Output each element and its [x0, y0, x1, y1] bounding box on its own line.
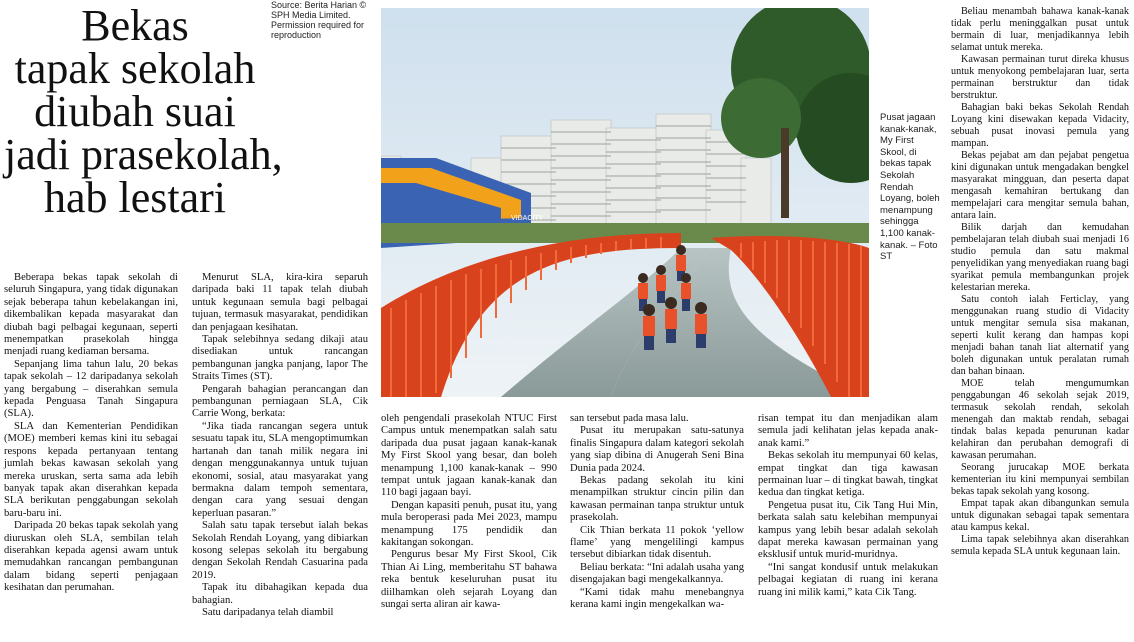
paragraph: “Ini sangat kondusif untuk melakukan pelbagai kegiatan di ruang ini kerana ruang ini milik kami,” kata Cik Tang. [758, 561, 938, 598]
paragraph: Pengurus besar My First Skool, Cik Thian Ai Ling, memberitahu ST bahawa reka bentuk keseluruhan pusat itu diilhamkan oleh sejarah Loyang dan sungai serta aliran air kawa- [381, 549, 557, 611]
paragraph: san tersebut pada masa lalu. [570, 413, 689, 424]
paragraph: Sepanjang lima tahun lalu, 20 bekas tapak sekolah – 12 daripadanya sekolah yang bergabung – diserahkan semula kepada Penguasa Tanah Singapura (SLA). [4, 358, 178, 420]
building-sign: VIDACITY [511, 215, 544, 222]
paragraph: Lima tapak selebihnya akan diserahkan semula kepada SLA untuk kegunaan lain. [951, 534, 1129, 557]
paragraph: Tapak selebihnya sedang dikaji atau disediakan untuk rancangan pembangunan jangka panjang, lapor The Straits Times (ST). [192, 334, 368, 383]
photo-illustration [381, 8, 869, 397]
paragraph: Pusat itu merupakan satu-satunya finalis Singapura dalam kategori sekolah yang siap dibina di Anugerah Seni Bina Dunia pada 2024. [570, 425, 744, 474]
paragraph: Beliau berkata: “Ini adalah usaha yang disengajakan bagi mengekalkannya. [570, 561, 744, 586]
photo-caption: Pusat jagaan kanak-kanak, My First Skool, di bekas tapak Sekolah Rendah Loyang, boleh menampung sehingga 1,100 kanak-kanak. – Foto ST [880, 112, 940, 263]
article-column-4 [570, 413, 744, 612]
headline-line: tapak sekolah [14, 44, 256, 93]
paragraph: Beberapa bekas tapak sekolah di seluruh Singapura, yang tidak digunakan sejak beberapa tahun kebelakangan ini, dikembalikan kepada masyarakat dan diubah bagi pelbagai kegunaan, seperti menempatkan prasekolah hingga menjadi ruang kediaman bersama. [4, 272, 178, 358]
paragraph: Pengarah bahagian perancangan dan pembangunan perniagaan SLA, Cik Carrie Wong, berkata: [192, 383, 368, 420]
paragraph: SLA dan Kementerian Pendidikan (MOE) memberi kemas kini itu sebagai respons kepada pertanyaan tentang jumlah bekas kawasan sekolah yang mereka uruskan, serta sama ada lebih banyak tapak akan diserahkan kepada SLA berikutan penggabungan sekolah baru-baru ini. [4, 420, 178, 519]
paragraph: Empat tapak akan dibangunkan semula untuk digunakan sebagai tapak sementara atau kampus kekal. [951, 498, 1129, 533]
paragraph: Pengetua pusat itu, Cik Tang Hui Min, berkata salah satu kelebihan mempunyai kampus yang lebih besar adalah sekolah dapat mereka kawasan permainan yang eksklusif untuk murid-muridnya. [758, 499, 938, 561]
paragraph: Daripada 20 bekas tapak sekolah yang diuruskan oleh SLA, sembilan telah diserahkan kepada agensi awam untuk memudahkan rancangan pembangunan dalam bidang seperti penjagaan kesihatan dan perumahan. [4, 520, 178, 594]
article-column-5 [758, 413, 938, 599]
paragraph: Satu contoh ialah Ferticlay, yang menggunakan ruang studio di Vidacity untuk mengitar semula sisa makanan, seperti kulit kerang dan hampas kopi menjadi bahan tanah liat alternatif yang boleh digunakan untuk peralatan rumah dan bahan binaan. [951, 294, 1129, 377]
paragraph: Beliau menambah bahawa kanak-kanak tidak perlu meninggalkan pusat untuk bermain di luar, menjadikannya lebih selamat untuk mereka. [951, 6, 1129, 53]
headline-line: diubah suai [34, 87, 236, 136]
paragraph: oleh pengendali prasekolah NTUC First Campus untuk menempatkan salah satu daripada dua pusat jagaan kanak-kanak My First Skool yang besar, dan boleh menampung 1,100 kanak-kanak – 990 tempat untuk jagaan kanak-kanak dan 110 bagi jagaan bayi. [381, 413, 557, 499]
paragraph: “Kami tidak mahu menebangnya kerana kami ingin mengekalkan wa- [570, 586, 744, 611]
paragraph: risan tempat itu dan menjadikan alam semula jadi kelihatan jelas kepada anak-anak kami.” [758, 413, 938, 449]
article-column-2 [192, 272, 368, 619]
paragraph: Satu daripadanya telah diambil [202, 606, 334, 618]
paragraph: Seorang jurucakap MOE berkata kementerian itu kini mempunyai sembilan bekas tapak sekolah yang kosong. [951, 462, 1129, 497]
paragraph: Dengan kapasiti penuh, pusat itu, yang mula beroperasi pada Mei 2023, mampu menampung 175 pendidik dan kakitangan sokongan. [381, 499, 557, 549]
paragraph: Kawasan permainan turut direka khusus untuk menyokong pembelajaran luar, serta permainan berstruktur dan tidak berstruktur. [951, 54, 1129, 101]
paragraph: Salah satu tapak tersebut ialah bekas Sekolah Rendah Loyang, yang dibiarkan kosong selepas sekolah itu bergabung dengan Sekolah Rendah Casuarina pada 2019. [192, 520, 368, 581]
paragraph: Cik Thian berkata 11 pokok ‘yellow flame’ yang mengelilingi kampus tersebut dibiarkan tidak disentuh. [570, 524, 744, 561]
paragraph: Menurut SLA, kira-kira separuh daripada baki 11 tapak telah diubah untuk kegunaan semula bagi pelbagai tujuan, termasuk masyarakat, pendidikan dan penjagaan kesihatan. [192, 272, 368, 333]
headline [4, 1, 283, 222]
article-column-3 [381, 413, 557, 612]
paragraph: Bekas pejabat am dan pejabat pengetua kini digunakan untuk mengadakan bengkel masyarakat mingguan, dan peserta dapat mengasah kemahiran bertukang dan mempelajari cara mengitar semula bahan, antara lain. [951, 150, 1129, 221]
paragraph: Bekas sekolah itu mempunyai 60 kelas, empat tingkat dan tiga kawasan permainan luar – di tingkat bawah, tingkat kedua dan tingkat ketiga. [758, 450, 938, 499]
paragraph: “Jika tiada rancangan segera untuk sesuatu tapak itu, SLA mengoptimumkan hartanah dan tanah milik negara ini dengan menggunakannya untuk tujuan ekonomi, sosial, atau masyarakat yang bermakna dalam tempoh sementara, dengan cara yang sesuai dengan keperluan pasaran.” [192, 420, 368, 519]
paragraph: Bekas padang sekolah itu kini menampilkan struktur cincin pilin dan kawasan permainan tanpa struktur untuk prasekolah. [570, 475, 744, 524]
paragraph: Bahagian baki bekas Sekolah Rendah Loyang kini disewakan kepada Vidacity, sebuah pusat inovasi pemula yang mampan. [951, 102, 1129, 149]
paragraph: MOE telah mengumumkan penggabungan 46 sekolah sejak 2019, termasuk sekolah rendah, sekolah menengah dan maktab rendah, sebagai tindak balas kepada penurunan kadar kelahiran dan perubahan demografi di kawasan perumahan. [951, 378, 1129, 461]
photo [381, 8, 869, 397]
article-column-6 [951, 6, 1129, 558]
headline-line: jadi prasekolah, [4, 130, 283, 179]
article-column-1 [4, 272, 178, 595]
headline-line: Bekas [81, 1, 189, 50]
headline-line: hab lestari [43, 173, 227, 222]
paragraph: Tapak itu dibahagikan kepada dua bahagian. [192, 582, 368, 606]
source-note: Source: Berita Harian © SPH Media Limited. Permission required for reproduction [271, 0, 367, 40]
paragraph: Bilik darjah dan kemudahan pembelajaran telah diubah suai menjadi 16 studio pemula dan satu makmal penyelidikan yang menyediakan ruang bagi syarikat pemula membangunkan projek kelestarian mereka. [951, 222, 1129, 293]
